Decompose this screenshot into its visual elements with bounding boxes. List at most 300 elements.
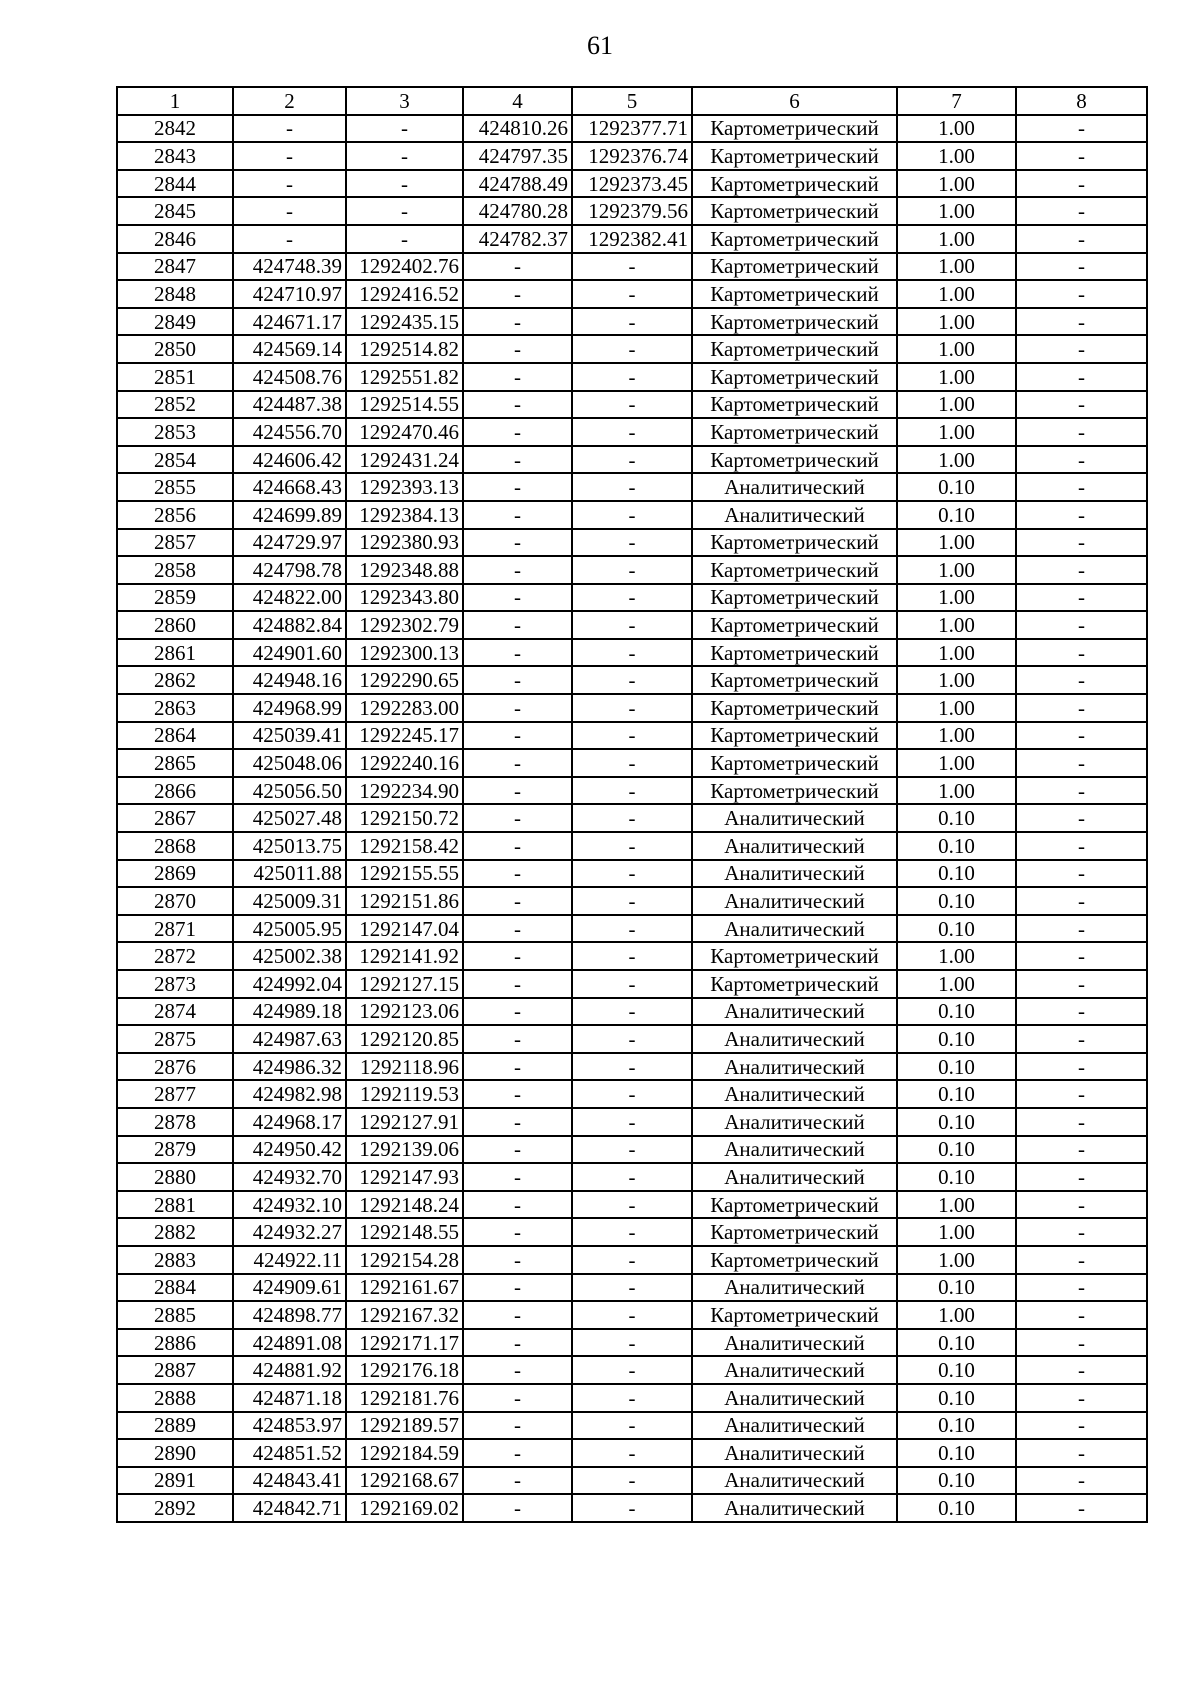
old-x-cell: 425011.88 — [233, 860, 346, 888]
new-x-cell: - — [463, 1439, 572, 1467]
old-y-cell: 1292431.24 — [346, 446, 463, 474]
new-y-cell: - — [572, 1467, 692, 1495]
old-y-cell: 1292127.91 — [346, 1108, 463, 1136]
table-row — [117, 1274, 1147, 1302]
old-x-cell: 424968.99 — [233, 694, 346, 722]
point-number-cell: 2844 — [117, 170, 233, 198]
old-y-cell: 1292158.42 — [346, 832, 463, 860]
new-x-cell: - — [463, 446, 572, 474]
method-cell: Картометрический — [692, 611, 897, 639]
old-y-cell: 1292148.24 — [346, 1191, 463, 1219]
accuracy-cell: 0.10 — [897, 1356, 1016, 1384]
new-y-cell: 1292376.74 — [572, 142, 692, 170]
table-row — [117, 1467, 1147, 1495]
method-cell: Аналитический — [692, 887, 897, 915]
new-x-cell: - — [463, 998, 572, 1026]
new-y-cell: - — [572, 1136, 692, 1164]
new-y-cell: - — [572, 529, 692, 557]
description-cell: - — [1016, 694, 1147, 722]
description-cell: - — [1016, 1494, 1147, 1522]
point-number-cell: 2846 — [117, 225, 233, 253]
new-y-cell: - — [572, 749, 692, 777]
accuracy-cell: 0.10 — [897, 915, 1016, 943]
new-y-cell: - — [572, 887, 692, 915]
old-x-cell: 424487.38 — [233, 391, 346, 419]
new-y-cell: - — [572, 804, 692, 832]
method-cell: Аналитический — [692, 1467, 897, 1495]
method-cell: Картометрический — [692, 722, 897, 750]
table-row — [117, 335, 1147, 363]
table-row — [117, 363, 1147, 391]
method-cell: Картометрический — [692, 777, 897, 805]
method-cell: Аналитический — [692, 1274, 897, 1302]
old-x-cell: 424843.41 — [233, 1467, 346, 1495]
method-cell: Картометрический — [692, 1301, 897, 1329]
old-x-cell: - — [233, 170, 346, 198]
point-number-cell: 2891 — [117, 1467, 233, 1495]
accuracy-cell: 0.10 — [897, 1136, 1016, 1164]
accuracy-cell: 1.00 — [897, 970, 1016, 998]
new-y-cell: - — [572, 1108, 692, 1136]
description-cell: - — [1016, 308, 1147, 336]
accuracy-cell: 1.00 — [897, 280, 1016, 308]
method-cell: Картометрический — [692, 280, 897, 308]
table-row — [117, 998, 1147, 1026]
table-row — [117, 473, 1147, 501]
accuracy-cell: 1.00 — [897, 363, 1016, 391]
description-cell: - — [1016, 777, 1147, 805]
new-y-cell: 1292379.56 — [572, 197, 692, 225]
accuracy-cell: 1.00 — [897, 1246, 1016, 1274]
new-y-cell: - — [572, 1384, 692, 1412]
old-x-cell: 424851.52 — [233, 1439, 346, 1467]
old-y-cell: 1292302.79 — [346, 611, 463, 639]
description-cell: - — [1016, 1412, 1147, 1440]
new-y-cell: - — [572, 418, 692, 446]
point-number-cell: 2847 — [117, 253, 233, 281]
description-cell: - — [1016, 529, 1147, 557]
accuracy-cell: 1.00 — [897, 942, 1016, 970]
old-x-cell: 424948.16 — [233, 666, 346, 694]
old-x-cell: 424748.39 — [233, 253, 346, 281]
point-number-cell: 2884 — [117, 1274, 233, 1302]
old-y-cell: 1292161.67 — [346, 1274, 463, 1302]
description-cell: - — [1016, 1025, 1147, 1053]
point-number-cell: 2850 — [117, 335, 233, 363]
old-y-cell: 1292343.80 — [346, 584, 463, 612]
new-x-cell: - — [463, 1191, 572, 1219]
new-x-cell: - — [463, 694, 572, 722]
old-x-cell: 424729.97 — [233, 529, 346, 557]
table-row — [117, 1053, 1147, 1081]
old-y-cell: 1292151.86 — [346, 887, 463, 915]
description-cell: - — [1016, 1053, 1147, 1081]
old-y-cell: 1292167.32 — [346, 1301, 463, 1329]
old-y-cell: - — [346, 197, 463, 225]
table-row — [117, 418, 1147, 446]
method-cell: Картометрический — [692, 363, 897, 391]
method-cell: Аналитический — [692, 1356, 897, 1384]
accuracy-cell: 1.00 — [897, 446, 1016, 474]
new-x-cell: - — [463, 1467, 572, 1495]
accuracy-cell: 0.10 — [897, 501, 1016, 529]
point-number-cell: 2863 — [117, 694, 233, 722]
table-row — [117, 722, 1147, 750]
old-x-cell: 424932.27 — [233, 1218, 346, 1246]
point-number-cell: 2848 — [117, 280, 233, 308]
method-cell: Аналитический — [692, 1329, 897, 1357]
method-cell: Аналитический — [692, 1053, 897, 1081]
new-y-cell: - — [572, 556, 692, 584]
old-y-cell: 1292123.06 — [346, 998, 463, 1026]
table-row — [117, 777, 1147, 805]
point-number-cell: 2855 — [117, 473, 233, 501]
description-cell: - — [1016, 749, 1147, 777]
description-cell: - — [1016, 1384, 1147, 1412]
table-row — [117, 1191, 1147, 1219]
new-x-cell: - — [463, 335, 572, 363]
new-x-cell: - — [463, 860, 572, 888]
old-x-cell: 424881.92 — [233, 1356, 346, 1384]
point-number-cell: 2842 — [117, 115, 233, 143]
method-cell: Картометрический — [692, 391, 897, 419]
new-y-cell: - — [572, 611, 692, 639]
point-number-cell: 2883 — [117, 1246, 233, 1274]
description-cell: - — [1016, 1274, 1147, 1302]
point-number-cell: 2870 — [117, 887, 233, 915]
header-row — [117, 87, 1147, 115]
new-y-cell: - — [572, 722, 692, 750]
description-cell: - — [1016, 556, 1147, 584]
table-row — [117, 253, 1147, 281]
new-y-cell: - — [572, 970, 692, 998]
new-x-cell: - — [463, 1329, 572, 1357]
new-x-cell: 424780.28 — [463, 197, 572, 225]
method-cell: Картометрический — [692, 197, 897, 225]
new-x-cell: - — [463, 777, 572, 805]
old-x-cell: - — [233, 197, 346, 225]
new-y-cell: - — [572, 1246, 692, 1274]
new-y-cell: - — [572, 363, 692, 391]
description-cell: - — [1016, 887, 1147, 915]
point-number-cell: 2849 — [117, 308, 233, 336]
table-row — [117, 611, 1147, 639]
method-cell: Картометрический — [692, 556, 897, 584]
description-cell: - — [1016, 1246, 1147, 1274]
method-cell: Аналитический — [692, 1163, 897, 1191]
method-cell: Картометрический — [692, 225, 897, 253]
table-row — [117, 639, 1147, 667]
old-x-cell: 424842.71 — [233, 1494, 346, 1522]
description-cell: - — [1016, 1136, 1147, 1164]
method-cell: Картометрический — [692, 253, 897, 281]
old-y-cell: - — [346, 170, 463, 198]
new-x-cell: 424788.49 — [463, 170, 572, 198]
table-row — [117, 225, 1147, 253]
new-y-cell: - — [572, 391, 692, 419]
table-row — [117, 942, 1147, 970]
new-y-cell: - — [572, 639, 692, 667]
old-x-cell: 424668.43 — [233, 473, 346, 501]
accuracy-cell: 0.10 — [897, 1412, 1016, 1440]
new-x-cell: - — [463, 1412, 572, 1440]
old-y-cell: 1292402.76 — [346, 253, 463, 281]
new-x-cell: - — [463, 639, 572, 667]
description-cell: - — [1016, 391, 1147, 419]
table-row — [117, 1356, 1147, 1384]
table-row — [117, 1246, 1147, 1274]
method-cell: Картометрический — [692, 639, 897, 667]
old-x-cell: 424901.60 — [233, 639, 346, 667]
point-number-cell: 2860 — [117, 611, 233, 639]
old-y-cell: 1292154.28 — [346, 1246, 463, 1274]
new-x-cell: - — [463, 1025, 572, 1053]
description-cell: - — [1016, 1467, 1147, 1495]
accuracy-cell: 0.10 — [897, 1329, 1016, 1357]
old-x-cell: 424986.32 — [233, 1053, 346, 1081]
table-row — [117, 501, 1147, 529]
point-number-cell: 2853 — [117, 418, 233, 446]
table-row — [117, 915, 1147, 943]
description-cell: - — [1016, 280, 1147, 308]
table-body — [117, 115, 1147, 1522]
new-y-cell: - — [572, 1439, 692, 1467]
point-number-cell: 2851 — [117, 363, 233, 391]
point-number-cell: 2857 — [117, 529, 233, 557]
new-y-cell: - — [572, 694, 692, 722]
point-number-cell: 2890 — [117, 1439, 233, 1467]
old-x-cell: 424987.63 — [233, 1025, 346, 1053]
point-number-cell: 2871 — [117, 915, 233, 943]
old-y-cell: 1292234.90 — [346, 777, 463, 805]
new-x-cell: - — [463, 1384, 572, 1412]
method-cell: Аналитический — [692, 1025, 897, 1053]
description-cell: - — [1016, 253, 1147, 281]
accuracy-cell: 1.00 — [897, 418, 1016, 446]
new-y-cell: 1292373.45 — [572, 170, 692, 198]
accuracy-cell: 1.00 — [897, 749, 1016, 777]
description-cell: - — [1016, 115, 1147, 143]
accuracy-cell: 1.00 — [897, 1218, 1016, 1246]
old-x-cell: 424606.42 — [233, 446, 346, 474]
accuracy-cell: 0.10 — [897, 998, 1016, 1026]
old-x-cell: 425013.75 — [233, 832, 346, 860]
description-cell: - — [1016, 666, 1147, 694]
table-row — [117, 556, 1147, 584]
old-y-cell: - — [346, 225, 463, 253]
page-number: 61 — [587, 31, 613, 60]
description-cell: - — [1016, 1218, 1147, 1246]
new-y-cell: - — [572, 253, 692, 281]
point-number-cell: 2877 — [117, 1080, 233, 1108]
method-cell: Картометрический — [692, 308, 897, 336]
description-cell: - — [1016, 225, 1147, 253]
accuracy-cell: 0.10 — [897, 832, 1016, 860]
old-y-cell: 1292148.55 — [346, 1218, 463, 1246]
new-y-cell: - — [572, 501, 692, 529]
old-y-cell: 1292514.55 — [346, 391, 463, 419]
new-y-cell: - — [572, 942, 692, 970]
accuracy-cell: 1.00 — [897, 556, 1016, 584]
old-x-cell: 424556.70 — [233, 418, 346, 446]
point-number-cell: 2852 — [117, 391, 233, 419]
old-y-cell: 1292139.06 — [346, 1136, 463, 1164]
new-y-cell: - — [572, 1356, 692, 1384]
table-row — [117, 694, 1147, 722]
new-x-cell: - — [463, 501, 572, 529]
accuracy-cell: 1.00 — [897, 584, 1016, 612]
method-cell: Картометрический — [692, 142, 897, 170]
new-y-cell: - — [572, 1494, 692, 1522]
table-row — [117, 446, 1147, 474]
accuracy-cell: 0.10 — [897, 1053, 1016, 1081]
old-y-cell: 1292141.92 — [346, 942, 463, 970]
method-cell: Картометрический — [692, 418, 897, 446]
table-row — [117, 1329, 1147, 1357]
old-x-cell: 424671.17 — [233, 308, 346, 336]
point-number-cell: 2886 — [117, 1329, 233, 1357]
point-number-cell: 2889 — [117, 1412, 233, 1440]
point-number-cell: 2888 — [117, 1384, 233, 1412]
table-row — [117, 1384, 1147, 1412]
description-cell: - — [1016, 998, 1147, 1026]
accuracy-cell: 0.10 — [897, 1384, 1016, 1412]
method-cell: Аналитический — [692, 804, 897, 832]
coordinates-table — [116, 86, 1148, 1523]
point-number-cell: 2867 — [117, 804, 233, 832]
old-y-cell: 1292290.65 — [346, 666, 463, 694]
table-row — [117, 1163, 1147, 1191]
point-number-cell: 2843 — [117, 142, 233, 170]
old-x-cell: - — [233, 225, 346, 253]
new-x-cell: - — [463, 722, 572, 750]
old-x-cell: 424982.98 — [233, 1080, 346, 1108]
point-number-cell: 2861 — [117, 639, 233, 667]
old-x-cell: 425048.06 — [233, 749, 346, 777]
method-cell: Картометрический — [692, 1218, 897, 1246]
point-number-cell: 2875 — [117, 1025, 233, 1053]
accuracy-cell: 0.10 — [897, 1108, 1016, 1136]
method-cell: Аналитический — [692, 832, 897, 860]
header-cell: 1 — [117, 87, 233, 115]
new-x-cell: - — [463, 749, 572, 777]
method-cell: Картометрический — [692, 694, 897, 722]
old-y-cell: 1292348.88 — [346, 556, 463, 584]
description-cell: - — [1016, 942, 1147, 970]
old-y-cell: - — [346, 115, 463, 143]
old-x-cell: 424882.84 — [233, 611, 346, 639]
old-y-cell: - — [346, 142, 463, 170]
header-cell: 6 — [692, 87, 897, 115]
old-x-cell: 425039.41 — [233, 722, 346, 750]
new-x-cell: - — [463, 666, 572, 694]
table-row — [117, 832, 1147, 860]
point-number-cell: 2866 — [117, 777, 233, 805]
accuracy-cell: 1.00 — [897, 170, 1016, 198]
new-y-cell: - — [572, 1053, 692, 1081]
new-x-cell: - — [463, 1356, 572, 1384]
table-row — [117, 1108, 1147, 1136]
old-x-cell: 425027.48 — [233, 804, 346, 832]
description-cell: - — [1016, 860, 1147, 888]
accuracy-cell: 1.00 — [897, 694, 1016, 722]
method-cell: Аналитический — [692, 1412, 897, 1440]
old-x-cell: 424950.42 — [233, 1136, 346, 1164]
description-cell: - — [1016, 1356, 1147, 1384]
method-cell: Аналитический — [692, 1439, 897, 1467]
accuracy-cell: 0.10 — [897, 473, 1016, 501]
accuracy-cell: 1.00 — [897, 253, 1016, 281]
new-y-cell: - — [572, 998, 692, 1026]
new-y-cell: - — [572, 1412, 692, 1440]
description-cell: - — [1016, 446, 1147, 474]
old-y-cell: 1292393.13 — [346, 473, 463, 501]
table-row — [117, 115, 1147, 143]
new-x-cell: - — [463, 1108, 572, 1136]
new-x-cell: - — [463, 391, 572, 419]
accuracy-cell: 0.10 — [897, 1025, 1016, 1053]
description-cell: - — [1016, 722, 1147, 750]
new-x-cell: 424810.26 — [463, 115, 572, 143]
method-cell: Картометрический — [692, 115, 897, 143]
method-cell: Картометрический — [692, 446, 897, 474]
new-y-cell: - — [572, 335, 692, 363]
old-x-cell: 424992.04 — [233, 970, 346, 998]
table-row — [117, 529, 1147, 557]
point-number-cell: 2880 — [117, 1163, 233, 1191]
table-row — [117, 749, 1147, 777]
table-row — [117, 860, 1147, 888]
description-cell: - — [1016, 335, 1147, 363]
accuracy-cell: 1.00 — [897, 308, 1016, 336]
new-x-cell: - — [463, 1080, 572, 1108]
new-x-cell: - — [463, 584, 572, 612]
accuracy-cell: 1.00 — [897, 1301, 1016, 1329]
method-cell: Картометрический — [692, 942, 897, 970]
old-y-cell: 1292240.16 — [346, 749, 463, 777]
new-y-cell: - — [572, 777, 692, 805]
new-y-cell: 1292382.41 — [572, 225, 692, 253]
header-cell: 3 — [346, 87, 463, 115]
new-x-cell: 424797.35 — [463, 142, 572, 170]
description-cell: - — [1016, 473, 1147, 501]
table-row — [117, 308, 1147, 336]
description-cell: - — [1016, 611, 1147, 639]
table-row — [117, 1080, 1147, 1108]
accuracy-cell: 1.00 — [897, 335, 1016, 363]
method-cell: Картометрический — [692, 666, 897, 694]
new-x-cell: - — [463, 418, 572, 446]
old-x-cell: 424798.78 — [233, 556, 346, 584]
accuracy-cell: 0.10 — [897, 887, 1016, 915]
point-number-cell: 2864 — [117, 722, 233, 750]
table-row — [117, 170, 1147, 198]
old-y-cell: 1292118.96 — [346, 1053, 463, 1081]
method-cell: Картометрический — [692, 584, 897, 612]
new-x-cell: - — [463, 1218, 572, 1246]
method-cell: Картометрический — [692, 970, 897, 998]
method-cell: Аналитический — [692, 1080, 897, 1108]
new-x-cell: - — [463, 1136, 572, 1164]
accuracy-cell: 1.00 — [897, 611, 1016, 639]
description-cell: - — [1016, 639, 1147, 667]
method-cell: Картометрический — [692, 1246, 897, 1274]
old-y-cell: 1292435.15 — [346, 308, 463, 336]
description-cell: - — [1016, 915, 1147, 943]
old-x-cell: 424932.70 — [233, 1163, 346, 1191]
method-cell: Аналитический — [692, 860, 897, 888]
new-x-cell: - — [463, 1053, 572, 1081]
